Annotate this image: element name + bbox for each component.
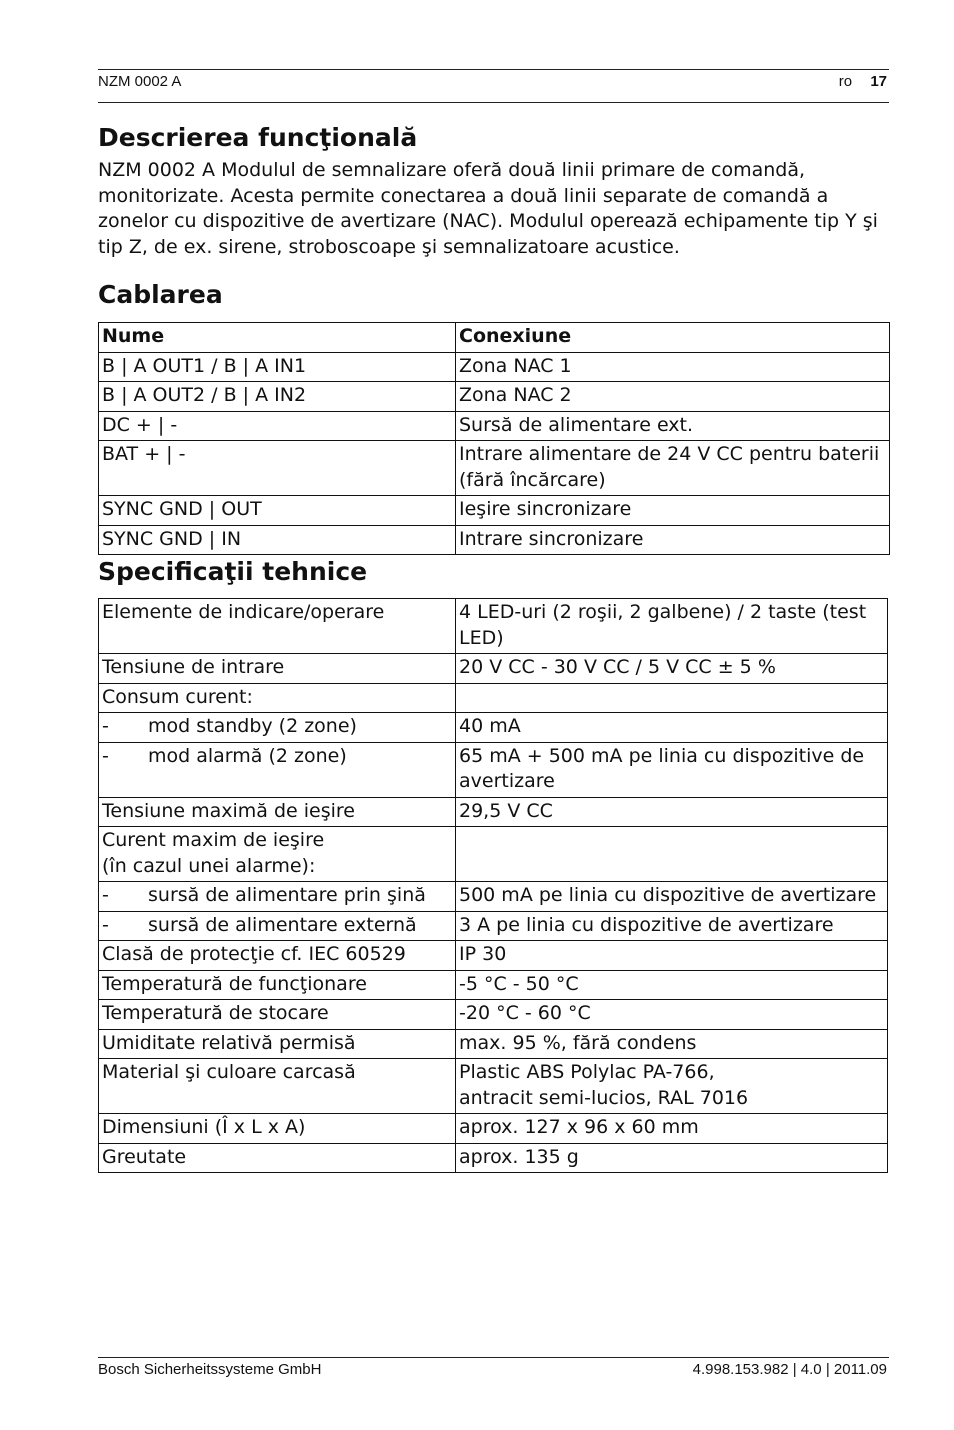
table-row: [99, 797, 888, 827]
table-row: [99, 1143, 888, 1173]
wiring-cell-name: BAT + | -: [99, 441, 456, 496]
spec-cell-value: 40 mA: [456, 713, 888, 743]
spec-cell-name: [99, 742, 456, 797]
table-row: [99, 1059, 888, 1114]
spec-name: Umiditate relativă permisă: [102, 1031, 356, 1054]
spec-cell-value: aprox. 127 x 96 x 60 mm: [456, 1114, 888, 1144]
spec-cell-value: 500 mA pe linia cu dispozitive de avertizare: [456, 882, 888, 912]
wiring-cell-name: SYNC GND | IN: [99, 525, 456, 555]
spec-name: Tensiune de intrare: [102, 656, 285, 678]
spec-cell-value: 3 A pe linia cu dispozitive de avertizare: [456, 911, 888, 941]
table-row: [99, 654, 888, 684]
section-title-wiring: Cablarea: [98, 280, 223, 309]
page-header: [98, 69, 889, 103]
table-row: [99, 599, 888, 654]
table-row: [99, 1114, 888, 1144]
description-paragraph: NZM 0002 A Modulul de semnalizare oferă două linii primare de comandă, monitorizate. Acesta permite conectarea a două linii separate de comandă a zonelor cu dispozitive de avertizare (NAC). Modulul operează echipamente tip Y şi tip Z, de ex. sirene, stroboscoape şi semnalizatoare acustice.: [98, 159, 878, 258]
table-row: [99, 882, 888, 912]
spec-cell-name: [99, 1029, 456, 1059]
table-row: [99, 713, 888, 743]
spec-cell-value: [456, 827, 888, 882]
page-footer: [98, 1357, 889, 1378]
header-doc-id: NZM 0002 A: [98, 73, 182, 90]
spec-name: sursă de alimentare prin şină: [148, 884, 426, 906]
spec-cell-name: [99, 1114, 456, 1144]
spec-name: mod standby (2 zone): [148, 715, 357, 737]
table-row: [99, 827, 888, 882]
spec-name: Temperatură de stocare: [102, 1002, 329, 1024]
spec-name: Consum curent:: [102, 685, 253, 708]
wiring-cell-connection: Intrare sincronizare: [456, 525, 890, 555]
wiring-cell-connection: Zona NAC 1: [456, 352, 890, 382]
spec-cell-value: max. 95 %, fără condens: [456, 1029, 888, 1059]
table-row: [99, 742, 888, 797]
wiring-table: [98, 322, 890, 555]
table-row: [99, 411, 890, 441]
table-row: [99, 441, 890, 496]
spec-cell-name: [99, 654, 456, 684]
list-dash: -: [102, 715, 109, 737]
table-row: [99, 382, 890, 412]
spec-cell-name: [99, 797, 456, 827]
spec-cell-name: [99, 970, 456, 1000]
table-row: [99, 941, 888, 971]
section-title-description: Descrierea funcţională: [98, 123, 418, 152]
list-dash: -: [102, 884, 109, 906]
table-row: [99, 911, 888, 941]
spec-name: Curent maxim de ieşire (în cazul unei alarme):: [102, 829, 325, 877]
wiring-cell-connection: Ieşire sincronizare: [456, 496, 890, 526]
spec-name: Material şi culoare carcasă: [102, 1061, 356, 1083]
spec-cell-value: IP 30: [456, 941, 888, 971]
table-row: [99, 496, 890, 526]
footer-doc-info: 4.998.153.982 | 4.0 | 2011.09: [692, 1361, 887, 1378]
spec-name: mod alarmă (2 zone): [148, 744, 347, 767]
wiring-cell-name: B | A OUT2 / B | A IN2: [99, 382, 456, 412]
spec-cell-name: [99, 599, 456, 654]
spec-cell-value: 29,5 V CC: [456, 797, 888, 827]
spec-cell-name: [99, 1143, 456, 1173]
wiring-header-name: Nume: [99, 323, 456, 353]
wiring-cell-connection: Sursă de alimentare ext.: [456, 411, 890, 441]
spec-cell-value: -5 °C - 50 °C: [456, 970, 888, 1000]
spec-cell-value: 65 mA + 500 mA pe linia cu dispozitive de avertizare: [456, 742, 888, 797]
spec-name: Temperatură de funcţionare: [102, 972, 367, 995]
spec-cell-name: [99, 827, 456, 882]
spec-cell-name: [99, 1000, 456, 1030]
wiring-cell-connection: Intrare alimentare de 24 V CC pentru baterii (fără încărcare): [456, 441, 890, 496]
table-row: [99, 352, 890, 382]
wiring-header-connection: Conexiune: [456, 323, 890, 353]
spec-cell-name: [99, 1059, 456, 1114]
spec-cell-value: aprox. 135 g: [456, 1143, 888, 1173]
wiring-cell-connection: Zona NAC 2: [456, 382, 890, 412]
spec-name: Elemente de indicare/operare: [102, 601, 385, 623]
spec-cell-value: 4 LED-uri (2 roşii, 2 galbene) / 2 taste (test LED): [456, 599, 888, 654]
page-number: 17: [870, 73, 887, 90]
table-row: [99, 1000, 888, 1030]
spec-cell-name: [99, 713, 456, 743]
spec-name: Clasă de protecţie cf. IEC 60529: [102, 943, 406, 965]
spec-cell-value: Plastic ABS Polylac PA-766, antracit semi-lucios, RAL 7016: [456, 1059, 888, 1114]
list-dash: -: [102, 744, 109, 767]
wiring-cell-name: DC + | -: [99, 411, 456, 441]
footer-company: Bosch Sicherheitssysteme GmbH: [98, 1361, 322, 1378]
spec-name: Tensiune maximă de ieşire: [102, 799, 355, 822]
spec-cell-value: [456, 683, 888, 713]
list-dash: -: [102, 913, 109, 936]
wiring-header-row: [99, 323, 890, 353]
spec-cell-value: 20 V CC - 30 V CC / 5 V CC ± 5 %: [456, 654, 888, 684]
spec-name: Greutate: [102, 1145, 187, 1168]
specs-table: [98, 598, 888, 1173]
spec-cell-value: -20 °C - 60 °C: [456, 1000, 888, 1030]
section-title-specs: Specificaţii tehnice: [98, 557, 368, 586]
table-row: [99, 970, 888, 1000]
spec-cell-name: [99, 911, 456, 941]
table-row: [99, 525, 890, 555]
table-row: [99, 683, 888, 713]
header-right: [839, 73, 887, 90]
spec-name: Dimensiuni (Î x L x A): [102, 1116, 306, 1138]
spec-name: sursă de alimentare externă: [148, 913, 417, 936]
wiring-cell-name: SYNC GND | OUT: [99, 496, 456, 526]
table-row: [99, 1029, 888, 1059]
spec-cell-name: [99, 941, 456, 971]
wiring-cell-name: B | A OUT1 / B | A IN1: [99, 352, 456, 382]
header-language: ro: [838, 73, 853, 90]
spec-cell-name: [99, 683, 456, 713]
spec-cell-name: [99, 882, 456, 912]
